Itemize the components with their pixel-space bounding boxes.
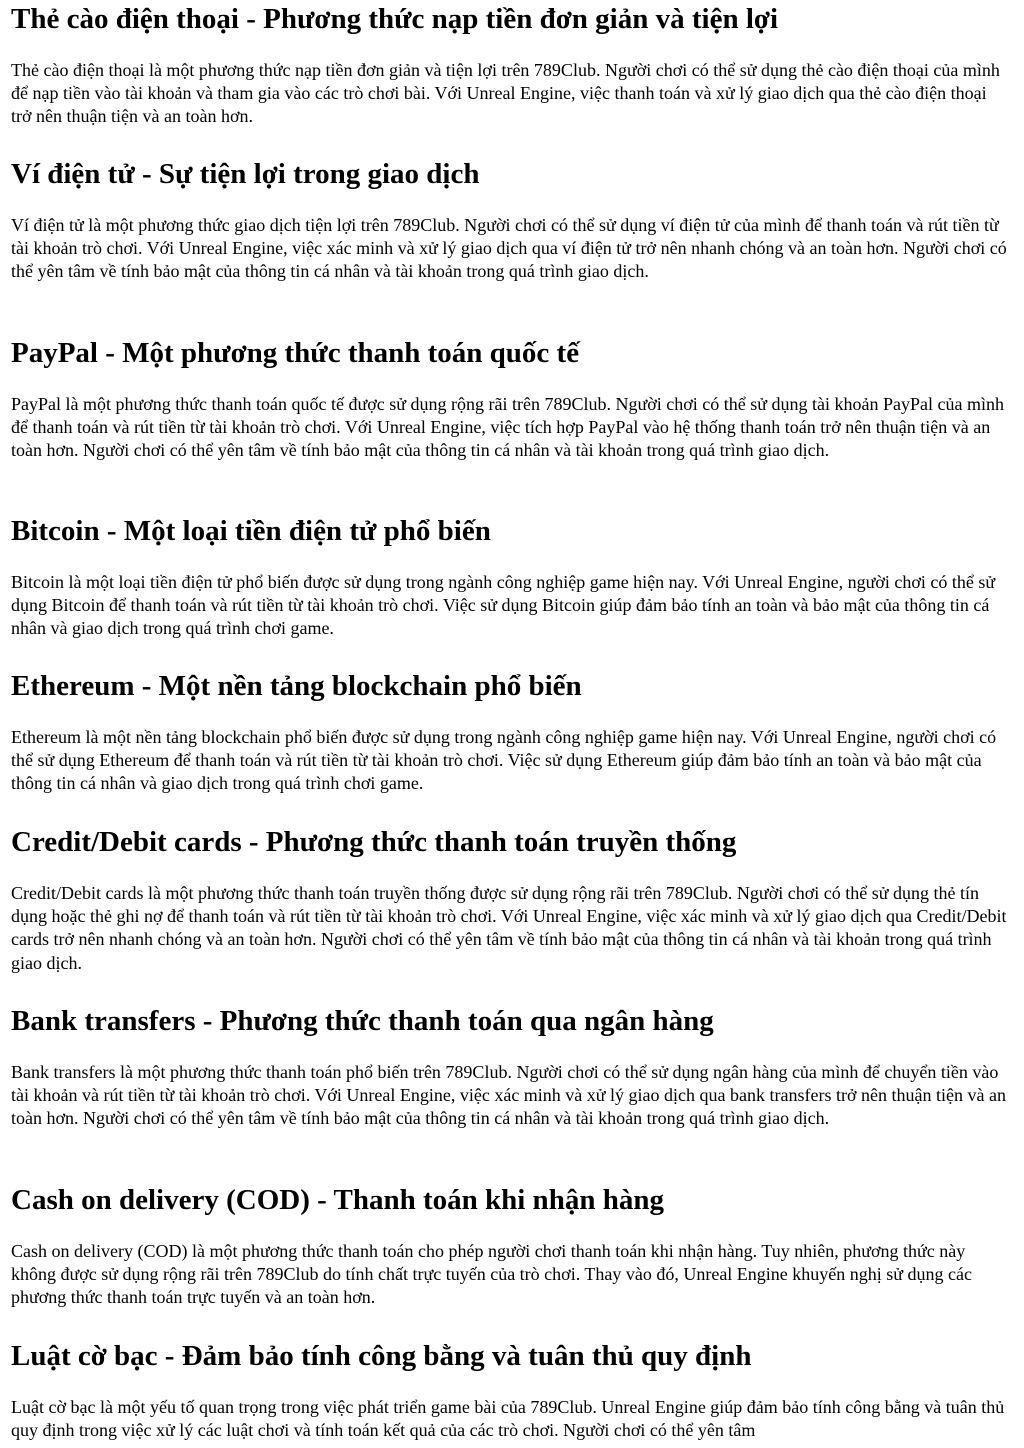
section-ethereum: [11, 669, 1011, 794]
section-e-wallet: [11, 157, 1011, 282]
section-heading: Ví điện tử - Sự tiện lợi trong giao dịch: [11, 158, 480, 190]
section-gambling-law: [11, 1339, 1011, 1441]
section-body: Luật cờ bạc là một yếu tố quan trọng trong việc phát triển game bài của 789Club. Unreal Engine giúp đảm bảo tính công bằng và tuân thủ quy định trong việc xử lý các luật chơi và tính toán kết quả của các trò chơi. Người chơi có thể yên tâm: [11, 1397, 1005, 1441]
section-body: Credit/Debit cards là một phương thức thanh toán truyền thống được sử dụng rộng rãi trên 789Club. Người chơi có thể sử dụng thẻ tín dụng hoặc thẻ ghi nợ để thanh toán và rút tiền từ tài khoản trò chơi. Với Unreal Engine, việc xác minh và xử lý giao dịch qua Credit/Debit cards trở nên nhanh chóng và an toàn hơn. Người chơi có thể yên tâm về tính bảo mật của thông tin cá nhân và tài khoản trong quá trình giao dịch.: [11, 883, 1007, 973]
section-body: Bitcoin là một loại tiền điện tử phổ biến được sử dụng trong ngành công nghiệp game hiện nay. Với Unreal Engine, người chơi có thể sử dụng Bitcoin để thanh toán và rút tiền từ tài khoản trò chơi. Việc sử dụng Bitcoin giúp đảm bảo tính an toàn và bảo mật của thông tin cá nhân và giao dịch trong quá trình chơi game.: [11, 572, 996, 639]
section-phone-card: [11, 2, 1011, 127]
section-heading: Credit/Debit cards - Phương thức thanh toán truyền thống: [11, 826, 737, 858]
section-body: Bank transfers là một phương thức thanh toán phổ biến trên 789Club. Người chơi có thể sử dụng ngân hàng của mình để chuyển tiền vào tài khoản và rút tiền từ tài khoản trò chơi. Với Unreal Engine, việc xác minh và xử lý giao dịch qua bank transfers trở nên thuận tiện và an toàn hơn. Người chơi có thể yên tâm về tính bảo mật của thông tin cá nhân và tài khoản trong quá trình giao dịch.: [11, 1062, 1006, 1129]
section-paypal: [11, 336, 1011, 461]
section-body: Ví điện tử là một phương thức giao dịch tiện lợi trên 789Club. Người chơi có thể sử dụng ví điện tử của mình để thanh toán và rút tiền từ tài khoản trò chơi. Với Unreal Engine, việc xác minh và xử lý giao dịch qua ví điện tử trở nên nhanh chóng và an toàn hơn. Người chơi có thể yên tâm về tính bảo mật của thông tin cá nhân và tài khoản trong quá trình giao dịch.: [11, 215, 1007, 282]
section-bitcoin: [11, 514, 1011, 639]
section-bank-transfers: [11, 1004, 1011, 1129]
section-heading: Bitcoin - Một loại tiền điện tử phổ biến: [11, 515, 491, 547]
section-body: Cash on delivery (COD) là một phương thức thanh toán cho phép người chơi thanh toán khi nhận hàng. Tuy nhiên, phương thức này không được sử dụng rộng rãi trên 789Club do tính chất trực tuyến của trò chơi. Thay vào đó, Unreal Engine khuyến nghị sử dụng các phương thức thanh toán trực tuyến và an toàn hơn.: [11, 1241, 973, 1308]
section-heading: Ethereum - Một nền tảng blockchain phổ biến: [11, 670, 582, 702]
section-heading: Bank transfers - Phương thức thanh toán qua ngân hàng: [11, 1005, 714, 1037]
section-heading: Thẻ cào điện thoại - Phương thức nạp tiền đơn giản và tiện lợi: [11, 3, 778, 35]
section-heading: Luật cờ bạc - Đảm bảo tính công bằng và tuân thủ quy định: [11, 1340, 752, 1372]
section-heading: PayPal - Một phương thức thanh toán quốc tế: [11, 337, 580, 369]
section-heading: Cash on delivery (COD) - Thanh toán khi nhận hàng: [11, 1184, 664, 1216]
section-body: Ethereum là một nền tảng blockchain phổ biến được sử dụng trong ngành công nghiệp game hiện nay. Với Unreal Engine, người chơi có thể sử dụng Ethereum để thanh toán và rút tiền từ tài khoản trò chơi. Việc sử dụng Ethereum giúp đảm bảo tính an toàn và bảo mật của thông tin cá nhân và giao dịch trong quá trình chơi game.: [11, 727, 997, 794]
section-credit-debit-cards: [11, 825, 1011, 973]
section-cash-on-delivery: [11, 1183, 1011, 1308]
section-body: PayPal là một phương thức thanh toán quốc tế được sử dụng rộng rãi trên 789Club. Người chơi có thể sử dụng tài khoản PayPal của mình để thanh toán và rút tiền từ tài khoản trò chơi. Với Unreal Engine, việc tích hợp PayPal vào hệ thống thanh toán trở nên thuận tiện và an toàn hơn. Người chơi có thể yên tâm về tính bảo mật của thông tin cá nhân và tài khoản trong quá trình giao dịch.: [11, 394, 1004, 461]
section-body: Thẻ cào điện thoại là một phương thức nạp tiền đơn giản và tiện lợi trên 789Club. Người chơi có thể sử dụng thẻ cào điện thoại của mình để nạp tiền vào tài khoản và tham gia vào các trò chơi bài. Với Unreal Engine, việc thanh toán và xử lý giao dịch qua thẻ cào điện thoại trở nên thuận tiện và an toàn hơn.: [11, 60, 1000, 127]
